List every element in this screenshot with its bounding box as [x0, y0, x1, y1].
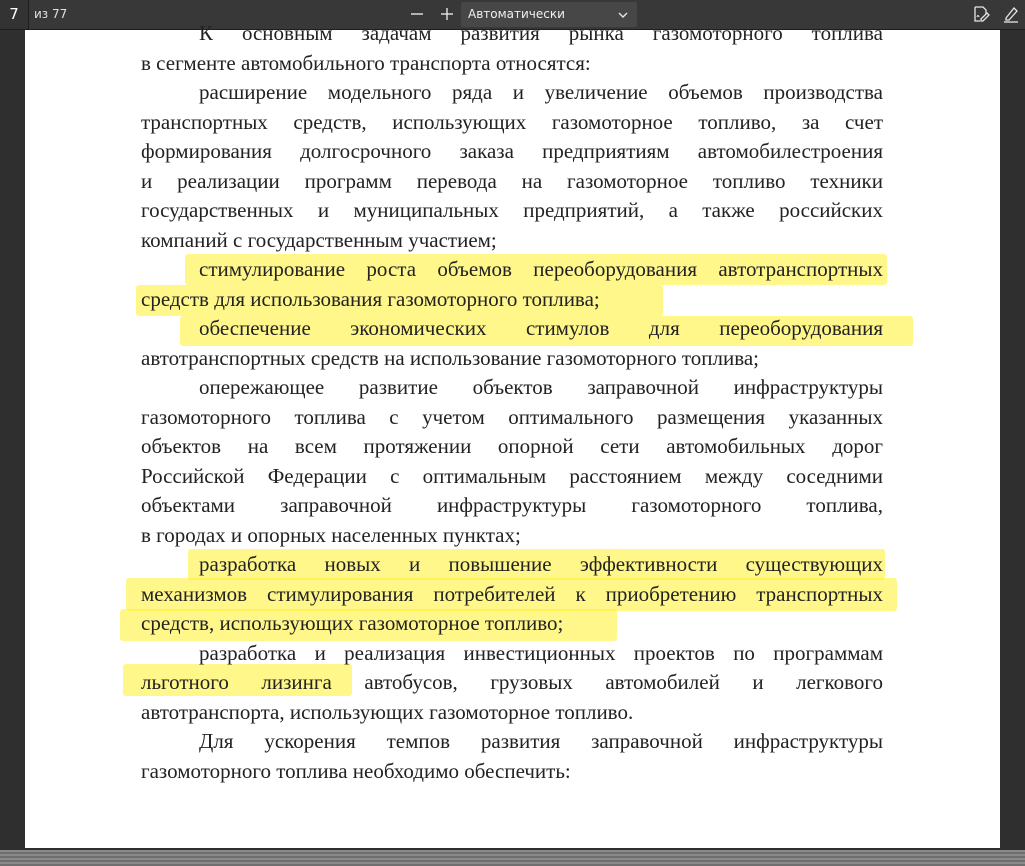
- text-line: Российской Федерации с оптимальным расстоянием между соседними: [141, 464, 883, 488]
- text-line: расширение модельного ряда и увеличение объемов производства: [199, 80, 883, 104]
- text-line: льготного лизинга автобусов, грузовых автомобилей и легкового: [141, 670, 883, 694]
- text-line: обеспечение экономических стимулов для переоборудования: [199, 316, 883, 340]
- text-line: в сегменте автомобильного транспорта относятся:: [141, 51, 591, 75]
- edit-document-icon: [972, 5, 990, 23]
- plus-icon: [440, 7, 454, 21]
- document-page: [25, 21, 1000, 848]
- text-line: автотранспорта, использующих газомоторное топливо.: [141, 700, 634, 724]
- text-line: Для ускорения темпов развития заправочной инфраструктуры: [199, 729, 883, 753]
- text-line: опережающее развитие объектов заправочной инфраструктуры: [199, 375, 883, 399]
- zoom-select-value: Автоматически: [468, 7, 565, 21]
- text-line: автотранспортных средств на использование газомоторного топлива;: [141, 346, 760, 370]
- text-line: транспортных средств, использующих газомоторное топливо, за счет: [141, 110, 883, 134]
- text-line: в городах и опорных населенных пунктах;: [141, 523, 521, 547]
- text-line: разработка новых и повышение эффективности существующих: [199, 552, 883, 576]
- text-line: формирования долгосрочного заказа предприятиям автомобилестроения: [141, 139, 883, 163]
- text-line: разработка и реализация инвестиционных проектов по программам: [199, 641, 883, 665]
- text-line: К основным задачам развития рынка газомоторного топлива: [199, 21, 883, 45]
- page-count-label: из 77: [34, 7, 68, 21]
- text-line: и реализации программ перевода на газомоторное топливо техники: [141, 169, 883, 193]
- text-line: государственных и муниципальных предприятий, а также российских: [141, 198, 883, 222]
- text-line: стимулирование роста объемов переоборудования автотранспортных: [199, 257, 883, 281]
- text-line: газомоторного топлива необходимо обеспечить:: [141, 759, 571, 783]
- text-line: средств, использующих газомоторное топливо;: [141, 611, 564, 635]
- horizontal-scrollbar[interactable]: [0, 850, 1025, 866]
- text-line: компаний с государственным участием;: [141, 228, 497, 252]
- minus-icon: [410, 7, 424, 21]
- text-line: объектами заправочной инфраструктуры газомоторного топлива,: [141, 493, 883, 517]
- page-number-input[interactable]: 7: [0, 0, 29, 29]
- text-line: объектов на всем протяжении опорной сети автомобильных дорог: [141, 434, 883, 458]
- text-line: средств для использования газомоторного топлива;: [141, 287, 600, 311]
- draw-button[interactable]: [1000, 3, 1022, 25]
- text-line: газомоторного топлива с учетом оптимального размещения указанных: [141, 405, 883, 429]
- pen-icon: [1002, 5, 1020, 23]
- text-line: механизмов стимулирования потребителей к приобретению транспортных: [141, 582, 883, 606]
- edit-document-button[interactable]: [970, 3, 992, 25]
